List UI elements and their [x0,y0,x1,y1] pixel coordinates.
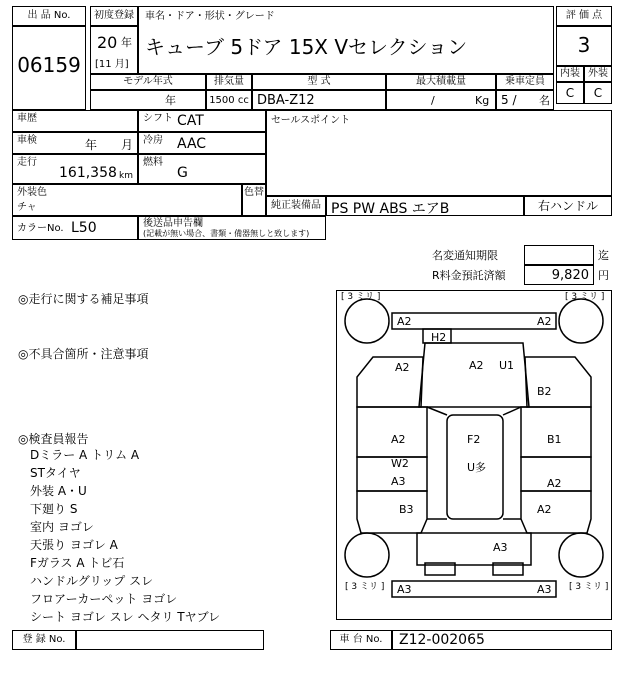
tire-rl-shape [345,533,389,577]
steering-value: 右ハンドル [537,199,598,213]
max-load-label-cell [386,74,496,90]
tire-label-rr: [ 3 ミリ ] [569,582,609,592]
inspection-label: 車検 [17,135,37,146]
type-label: 型 式 [307,76,331,87]
mileage-unit: km [119,171,133,181]
fuel-value: G [177,165,188,181]
reg-no-label: 登 録 No. [22,634,66,645]
type-value: DBA-Z12 [257,93,315,108]
mark: A2 [537,315,552,328]
front-right-fender-shape [525,357,591,407]
first-reg-cell [90,26,138,74]
inspector-line: ハンドルグリップ スレ [30,574,154,588]
car-diagram-svg [337,291,611,619]
mark: U1 [499,359,515,372]
lot-number: 06159 [17,53,81,77]
chassis-label: 車 台 No. [339,634,383,645]
mark: A3 [493,541,508,554]
ac-label: 冷房 [143,135,163,146]
interior-grade: C [565,86,575,100]
type-label-cell [252,74,386,90]
front-left-fender-shape [357,357,423,407]
exterior-label-cell [584,66,612,82]
tire-label-fl: [ 3 ミリ ] [341,292,381,302]
equipment-value: PS PW ABS エアB [331,201,450,217]
mark: A2 [547,477,562,490]
steering-cell [524,196,612,216]
history-label: 車歴 [17,113,37,124]
inspector-report-list [30,446,220,626]
tire-label-rl: [ 3 ミリ ] [345,582,385,592]
car-name-cell [138,6,554,74]
history-cell [12,110,138,132]
hood-shape [419,343,529,407]
model-year-label-cell [90,74,206,90]
capacity: 5 / [501,93,517,107]
front-left-door-shape [357,407,427,457]
capacity-cell [496,90,554,110]
equipment-label: 純正装備品 [271,200,321,211]
declaration-label: 後送品申告欄 [143,218,203,229]
mileage-value: 161,358 [59,165,117,181]
fuel-label: 燃料 [143,157,163,168]
mark: A2 [469,359,484,372]
inspector-line: Dミラー A トリム A [30,448,140,462]
mark: B1 [547,433,562,446]
equipment-label-cell [266,196,326,216]
shift-value: CAT [177,113,204,129]
color-change-cell [242,184,266,216]
rear-right-quarter-shape [521,491,591,533]
inspector-line: 外装 A・U [30,484,87,498]
reg-month: [11 月] [95,59,129,70]
mark: B2 [537,385,552,398]
inspector-line: STタイヤ [30,466,81,480]
capacity-label: 乗車定員 [505,76,545,87]
rear-bumper-shape [392,581,556,597]
max-load: / [431,94,435,107]
mark: A2 [395,361,410,374]
chassis-cell [392,630,612,650]
displacement-label-cell [206,74,252,90]
mark: U多 [467,461,487,474]
model-year-unit: 年 [165,94,176,107]
reg-year: 20 [97,33,118,52]
car-diagram [336,290,612,620]
tire-fr-shape [559,299,603,343]
shift-cell [138,110,266,132]
mark: H2 [431,331,447,344]
rear-left-quarter-shape [357,491,427,533]
chassis-no: Z12-002065 [399,632,485,648]
eval-label: 評 価 点 [565,10,603,21]
inspector-line: シート ヨゴレ スレ ヘタリ Tヤブレ [30,610,221,624]
interior-label-cell [556,66,584,82]
name-change-box [524,245,594,265]
color-change-label: 色替 [244,187,264,198]
eval-score-cell [556,26,612,66]
recycle-unit: 円 [598,269,609,282]
exterior-grade: C [593,86,603,100]
rear-gate-shape [417,533,531,565]
inspector-report-label: ◎検査員報告 [18,432,89,446]
ext-color-value: チャ [17,202,37,213]
displacement: 1500 cc [209,95,249,106]
reg-no-cell [76,630,264,650]
inspector-line: Fガラス A トビ石 [30,556,125,570]
inspection-year-unit: 年 [85,138,98,152]
reg-no-label-cell [12,630,76,650]
interior-label: 内装 [560,68,580,79]
shift-label: シフト [143,113,173,124]
inspector-line: 天張り ヨゴレ A [30,538,118,552]
lot-label-cell [12,6,86,26]
inspector-line: 室内 ヨゴレ [30,520,94,534]
ext-color-label: 外装色 [17,187,47,198]
mark: A3 [537,583,552,596]
lot-number-cell [12,26,86,110]
name-change-unit: 迄 [598,249,609,262]
recycle-box [524,265,594,285]
mileage-label: 走行 [17,157,37,168]
lot-label: 出 品 No. [27,10,71,21]
tire-rr-shape [559,533,603,577]
reg-year-unit: 年 [121,36,132,49]
tire-fl-shape [345,299,389,343]
ac-cell [138,132,266,154]
inspection-month-unit: 月 [121,138,134,152]
max-load-label: 最大積載量 [416,76,466,87]
inspection-cell [12,132,138,154]
displacement-label: 排気量 [214,76,244,87]
chassis-label-cell [330,630,392,650]
defects-label: ◎不具合箇所・注意事項 [18,347,149,361]
tire-label-fr: [ 3 ミリ ] [565,292,605,302]
eval-label-cell [556,6,612,26]
mark: A2 [537,503,552,516]
first-reg-label-cell [90,6,138,26]
type-cell [252,90,386,110]
sales-points-cell [266,110,612,196]
driving-notes-label: ◎走行に関する補足事項 [18,292,149,306]
color-no-cell [12,216,138,240]
mark: W2 [391,457,409,470]
max-load-cell [386,90,496,110]
mark: F2 [467,433,481,446]
eval-score: 3 [577,33,591,57]
mark: A2 [391,433,406,446]
front-bumper-shape [392,313,556,329]
interior-grade-cell [556,82,584,104]
mark: A2 [397,315,412,328]
recycle-label: R料金預託済額 [432,269,506,282]
name-change-label: 名変通知期限 [432,249,498,262]
displacement-cell [206,90,252,110]
first-reg-label: 初度登録 [94,10,134,21]
declaration-cell [138,216,326,240]
mileage-cell [12,154,138,184]
model-year-label: モデル年式 [123,76,173,87]
max-load-unit: Kg [475,94,490,107]
front-right-door-shape [521,407,591,457]
mark: B3 [399,503,414,516]
inspector-line: フロアーカーペット ヨゴレ [30,592,178,606]
declaration-note: (記載が無い場合、書類・備器無しと致します) [143,229,310,238]
ac-value: AAC [177,136,207,152]
recycle-amount: 9,820 [551,268,589,283]
inspector-line: 下廻り S [30,502,78,516]
car-name-label: 車名・ドア・形状・グレード [145,11,275,22]
model-year-cell [90,90,206,110]
capacity-label-cell [496,74,554,90]
color-no-value: L50 [71,220,97,236]
equipment-cell [326,196,524,216]
ext-color-cell [12,184,242,216]
exterior-label: 外装 [588,68,608,79]
exterior-grade-cell [584,82,612,104]
capacity-unit: 名 [539,94,550,107]
sales-points-label: セールスポイント [271,115,351,126]
car-name: キューブ 5ドア 15X Vセレクション [145,35,468,59]
fuel-cell [138,154,266,184]
color-no-label: カラーNo. [17,223,64,234]
mark: A3 [391,475,406,488]
mark: A3 [397,583,412,596]
